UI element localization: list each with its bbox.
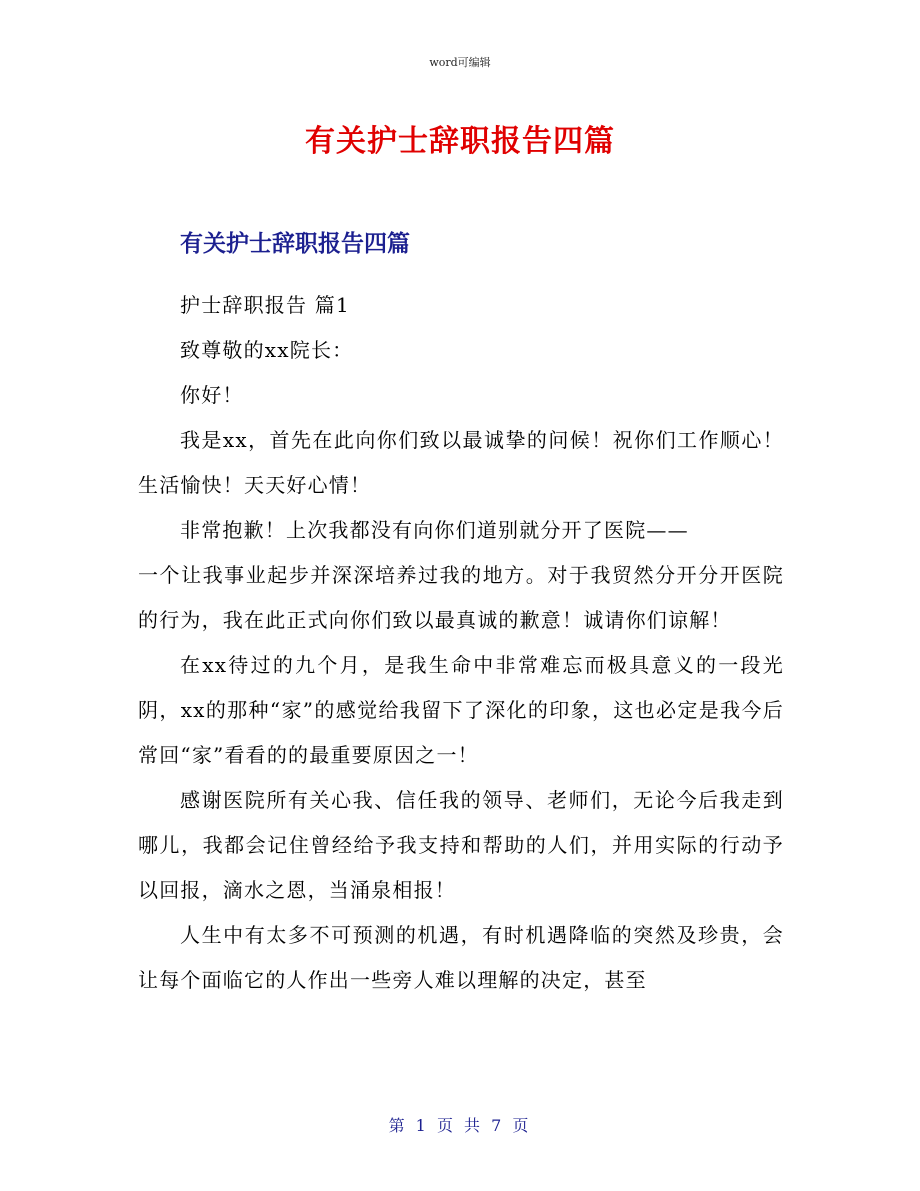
paragraph-apology-continued: 一个让我事业起步并深深培养过我的地方。对于我贸然分开分开医院的行为，我在此正式向你们致以最真诚的歉意！诚请你们谅解！ bbox=[138, 563, 784, 632]
paragraph-nine-months: 在xx待过的九个月，是我生命中非常难忘而极具意义的一段光阴，xx的那种“家”的感觉给我留下了深化的印象，这也必定是我今后常回“家”看看的的最重要原因之一！ bbox=[138, 653, 784, 767]
paragraph-greeting: 你好！ bbox=[180, 383, 244, 407]
paragraph-introduction: 我是xx，首先在此向你们致以最诚挚的问候！祝你们工作顺心！生活愉快！天天好心情！ bbox=[138, 428, 784, 497]
page-footer: 第 1 页 共 7 页 bbox=[388, 1116, 532, 1135]
document-title: 有关护士辞职报告四篇 bbox=[305, 124, 615, 159]
paragraph-opportunity: 人生中有太多不可预测的机遇，有时机遇降临的突然及珍贵，会让每个面临它的人作出一些旁人难以理解的决定，甚至 bbox=[138, 923, 784, 992]
page-header: word可编辑 bbox=[429, 56, 491, 69]
paragraph-letter-label: 护士辞职报告 篇1 bbox=[180, 293, 350, 317]
paragraph-salutation: 致尊敬的xx院长： bbox=[180, 338, 354, 362]
paragraph-thanks: 感谢医院所有关心我、信任我的领导、老师们，无论今后我走到哪儿，我都会记住曾经给予我支持和帮助的人们，并用实际的行动予以回报，滴水之恩，当涌泉相报！ bbox=[138, 788, 784, 902]
paragraph-apology-start: 非常抱歉！上次我都没有向你们道别就分开了医院—— bbox=[180, 518, 689, 542]
document-body bbox=[138, 283, 784, 1003]
section-heading: 有关护士辞职报告四篇 bbox=[180, 231, 410, 257]
